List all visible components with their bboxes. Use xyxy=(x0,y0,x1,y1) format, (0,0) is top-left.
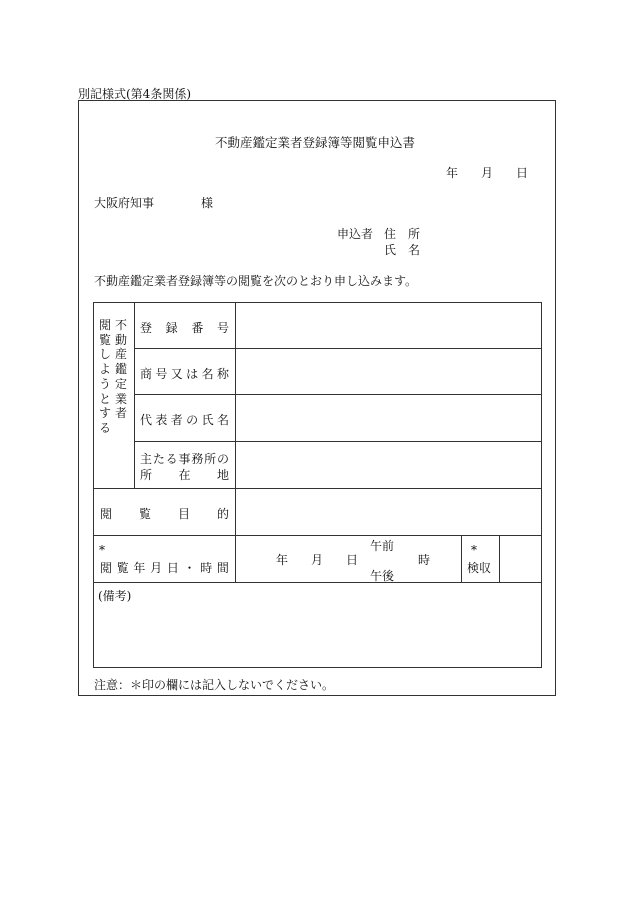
office-label-line1: 主 た る 事 務 所 の xyxy=(140,452,229,466)
inspection-table xyxy=(93,302,542,668)
row-divider xyxy=(93,488,542,489)
datetime-month: 月 xyxy=(311,553,324,567)
datetime-asterisk: * xyxy=(99,543,105,557)
applicant-label: 申込者 xyxy=(337,227,374,241)
datetime-label: 閲 覧 年 月 日 ・ 時 間 xyxy=(100,561,229,575)
datetime-pm: 午後 xyxy=(370,569,395,583)
form-header-note: 別記様式(第4条関係) xyxy=(78,87,191,101)
registration-number-label: 登 録 番 号 xyxy=(140,321,229,335)
purpose-label: 閲 覧 目 的 xyxy=(100,507,229,521)
addressee-honorific: 様 xyxy=(201,196,214,210)
datetime-hour: 時 xyxy=(418,553,431,567)
request-statement: 不動産鑑定業者登録簿等の閲覧を次のとおり申し込みます。 xyxy=(94,274,418,288)
inspection-label: 検収 xyxy=(467,561,492,575)
form-title: 不動産鑑定業者登録簿等閲覧申込書 xyxy=(214,135,415,150)
footer-note: 注意：＊印の欄には記入しないでください。 xyxy=(94,678,335,692)
inspection-asterisk: * xyxy=(471,543,477,557)
row-divider xyxy=(134,348,542,349)
group-label-col2: 不動産鑑定業者 xyxy=(114,318,127,421)
row-divider xyxy=(93,582,542,583)
representative-label: 代 表 者 の 氏 名 xyxy=(140,413,229,427)
addressee-name: 大阪府知事 xyxy=(94,196,155,210)
trade-name-label: 商 号 又 は 名 称 xyxy=(140,367,229,381)
datetime-am: 午前 xyxy=(370,539,395,553)
applicant-address-label: 住 所 xyxy=(384,227,421,241)
column-divider xyxy=(499,535,500,582)
row-divider xyxy=(93,535,542,536)
office-label-line2: 所 在 地 xyxy=(140,468,229,482)
row-divider xyxy=(134,441,542,442)
datetime-day: 日 xyxy=(346,553,359,567)
row-divider xyxy=(134,394,542,395)
date-year-label: 年 xyxy=(446,166,459,180)
date-day-label: 日 xyxy=(516,166,529,180)
group-label-col1: 閲覧しようとする xyxy=(98,318,111,435)
column-divider xyxy=(461,535,462,582)
datetime-year: 年 xyxy=(276,553,289,567)
date-month-label: 月 xyxy=(481,166,494,180)
column-divider xyxy=(134,302,135,488)
remarks-label: (備考) xyxy=(98,589,132,603)
applicant-name-label: 氏 名 xyxy=(384,243,421,257)
column-divider xyxy=(235,302,236,582)
